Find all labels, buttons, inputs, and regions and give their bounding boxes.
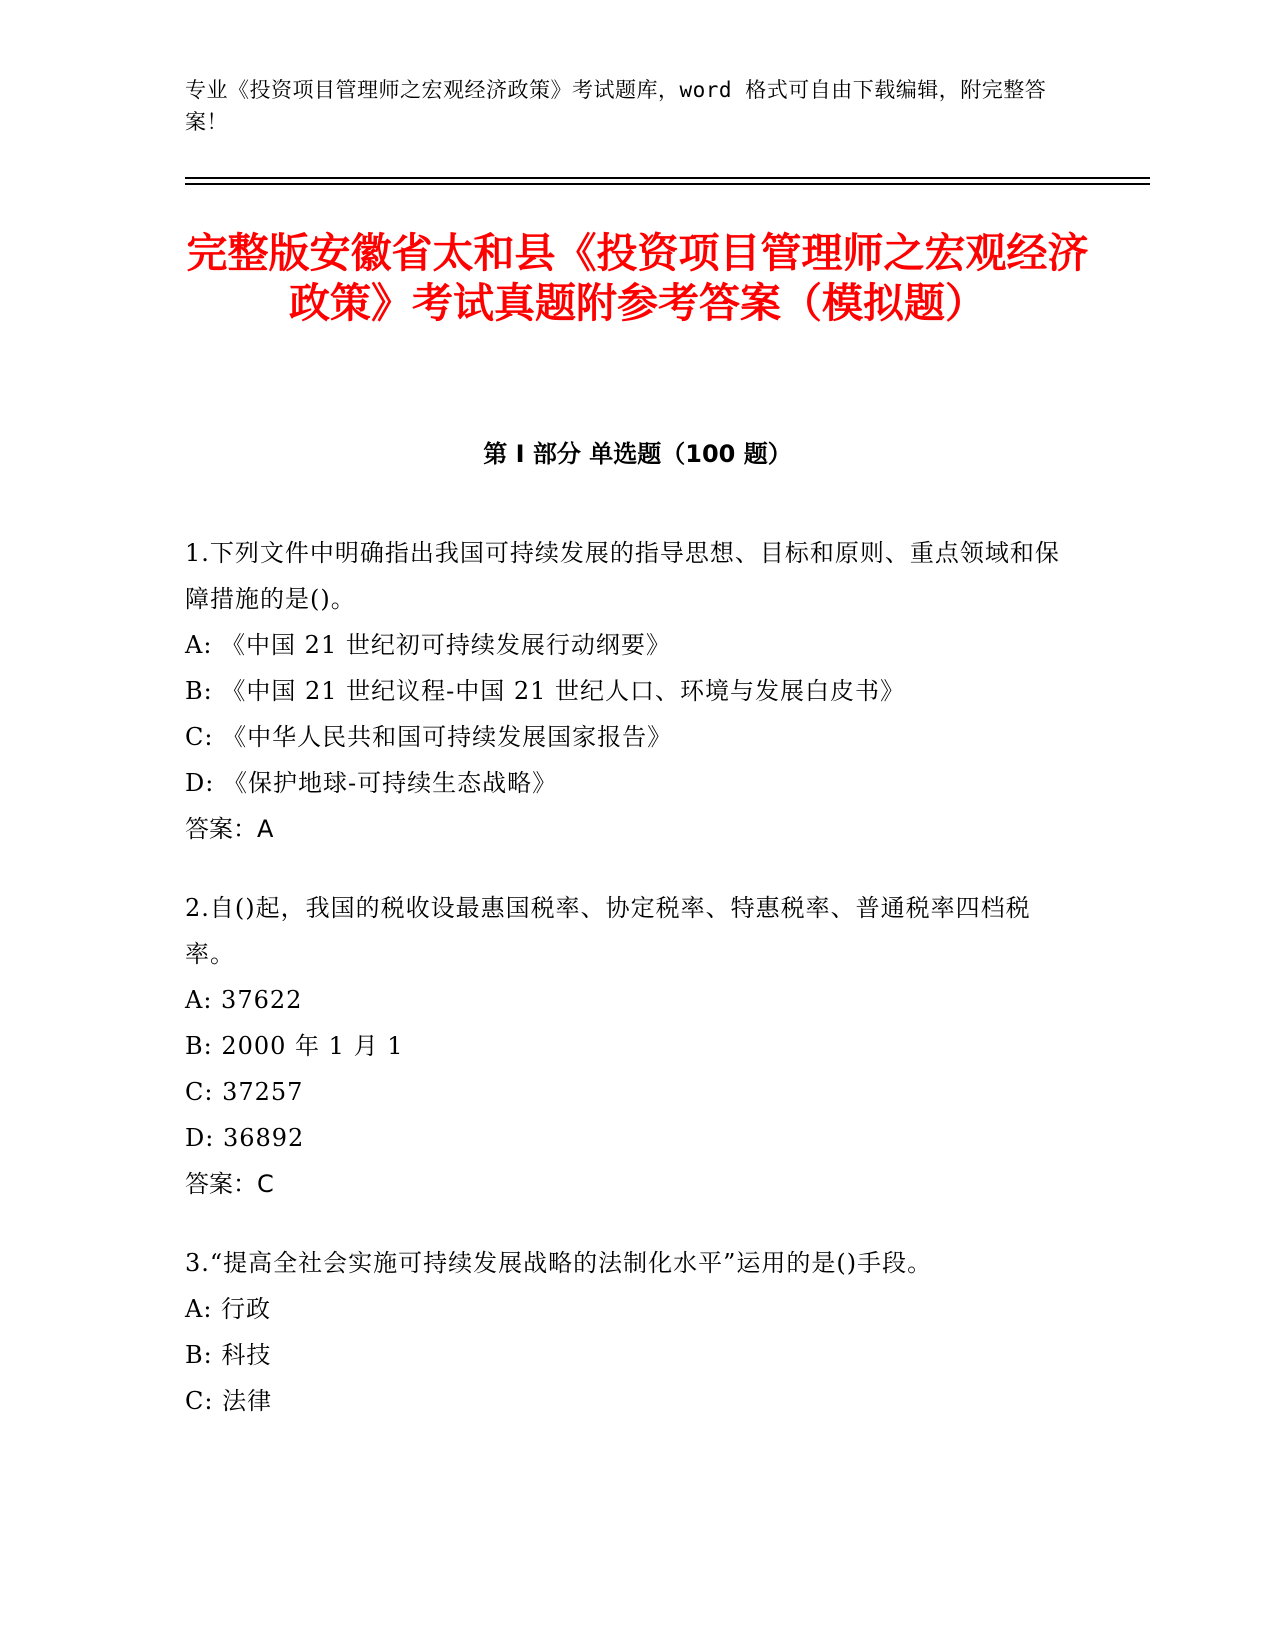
header-note: 专业《投资项目管理师之宏观经济政策》考试题库，word 格式可自由下载编辑，附完整答案！ [185,78,1047,134]
question-stem: 3.“提高全社会实施可持续发展战略的法制化水平”运用的是()手段。 [185,1249,933,1277]
question-option-c: C: 《中华人民共和国可持续发展国家报告》 [185,723,673,751]
question-1 [185,530,1065,852]
question-option-c: C: 法律 [185,1387,273,1415]
question-option-b: B: 科技 [185,1341,272,1369]
question-option-d: D: 36892 [185,1124,305,1152]
question-2 [185,885,1065,1207]
header-divider-top [185,177,1150,179]
question-option-c: C: 37257 [185,1078,304,1106]
question-option-b: B: 2000 年 1 月 1 [185,1032,404,1060]
document-title: 完整版安徽省太和县《投资项目管理师之宏观经济政策》考试真题附参考答案（模拟题） [186,229,1089,327]
question-answer: 答案：C [185,1170,274,1198]
section-heading: 第 I 部分 单选题（100 题） [483,440,792,468]
question-answer: 答案：A [185,815,274,843]
question-stem: 1.下列文件中明确指出我国可持续发展的指导思想、目标和原则、重点领域和保障措施的是()。 [185,539,1060,613]
header-divider-bottom [185,183,1150,185]
question-3 [185,1240,1065,1424]
question-option-b: B: 《中国 21 世纪议程-中国 21 世纪人口、环境与发展白皮书》 [185,677,906,705]
question-stem: 2.自()起，我国的税收设最惠国税率、协定税率、特惠税率、普通税率四档税率。 [185,894,1031,968]
question-option-d: D: 《保护地球-可持续生态战略》 [185,769,558,797]
question-option-a: A: 37622 [185,986,303,1014]
question-option-a: A: 行政 [185,1295,272,1323]
question-list [185,530,1065,1457]
question-option-a: A: 《中国 21 世纪初可持续发展行动纲要》 [185,631,671,659]
